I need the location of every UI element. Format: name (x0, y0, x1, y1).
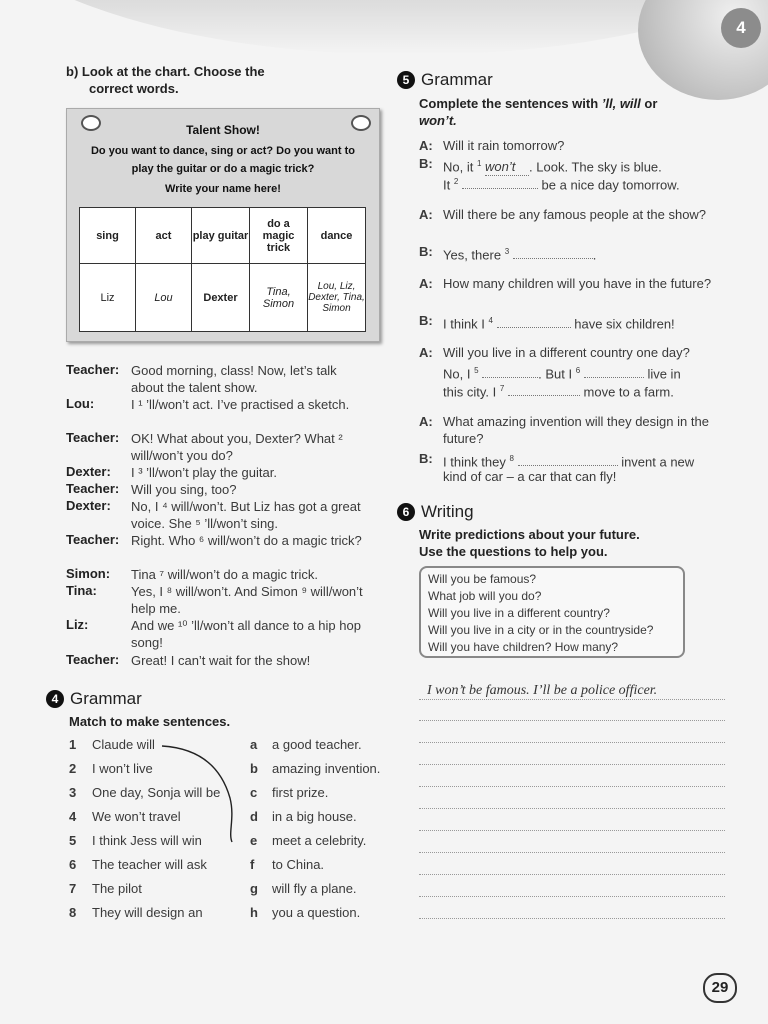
b7-pre: this city. I (443, 384, 500, 400)
dialogue-speaker: Teacher: (66, 481, 120, 496)
header-play-guitar: play guitar (192, 208, 250, 264)
match-letter: e (250, 833, 258, 848)
q3-a-text: Will there be any famous people at the show? (443, 207, 707, 222)
section-b-line2: correct words. (89, 81, 179, 96)
dialogue-line: OK! What about you, Dexter? What ² will/won’t you do? (131, 431, 343, 463)
section-b-instruction (66, 63, 265, 80)
match-right-text: in a big house. (272, 809, 357, 824)
question-item: Will you be famous? (428, 572, 537, 586)
chart-line1: Do you want to dance, sing or act? Do you want to (90, 145, 355, 157)
name-magic: Tina, Simon (250, 264, 308, 332)
label-a: A: (419, 138, 433, 153)
answer-5[interactable] (482, 377, 538, 378)
b8-pre: I think they (443, 454, 510, 470)
match-right-text: a good teacher. (272, 737, 362, 752)
match-number: 7 (69, 881, 77, 896)
dialogue-speaker: Teacher: (66, 532, 120, 547)
q6-b-line2: kind of car – a car that can fly! (443, 469, 617, 484)
match-right-text: you a question. (272, 905, 361, 920)
answer-6[interactable] (584, 377, 644, 378)
section5-instruction (419, 95, 657, 112)
dialogue-speaker: Teacher: (66, 430, 120, 445)
match-number: 5 (69, 833, 77, 848)
talent-show-chart (66, 108, 380, 342)
answer-3[interactable] (513, 258, 593, 259)
q1-a-text: Will it rain tomorrow? (443, 138, 565, 153)
q4-b (419, 312, 433, 329)
q5-a-text: Will you live in a different country one day? (443, 345, 690, 360)
b8-sup: 8 (509, 454, 514, 463)
question-item: Will you live in a city or in the countryside? (428, 623, 654, 637)
writing-line[interactable] (419, 720, 725, 721)
label-b: B: (419, 156, 433, 171)
label-a: A: (419, 207, 433, 222)
q3-b (419, 243, 433, 260)
q3-a (419, 206, 433, 223)
section4-heading (46, 689, 142, 709)
b2-pre: It (443, 177, 454, 193)
b3-sup: 3 (504, 247, 510, 256)
q6-a-text: What amazing invention will they design in the future? (443, 414, 709, 446)
instr-part-d: won’t. (419, 113, 457, 128)
b4-sup: 4 (488, 316, 493, 325)
b7-post: move to a farm. (583, 384, 674, 400)
instr-part-b: ’ll, will (601, 96, 641, 111)
b7-sup: 7 (499, 384, 505, 393)
instr-part-a: Complete the sentences with (419, 96, 602, 111)
match-left-text: I won’t live (92, 761, 153, 776)
writing-line[interactable] (419, 830, 725, 831)
chart-line2: play the guitar or do a magic trick? (131, 163, 315, 175)
match-right-text: meet a celebrity. (272, 833, 367, 848)
q3-b-text: Yes, there $^3$ . (443, 247, 597, 263)
writing-line[interactable] (419, 742, 725, 743)
q6-a (419, 413, 433, 430)
answer-1[interactable]: won’t (485, 158, 529, 176)
b5-pre: No, I (443, 366, 475, 382)
b1-post: . Look. The sky is blue. (529, 159, 662, 175)
answer-2[interactable] (462, 188, 538, 189)
section4-number: 4 (46, 690, 64, 708)
writing-line[interactable] (419, 786, 725, 787)
section5-title: Grammar (421, 70, 493, 89)
name-dance: Lou, Liz, Dexter, Tina, Simon (308, 264, 366, 332)
match-left-text: The teacher will ask (92, 857, 207, 872)
dialogue-line: I ¹ ’ll/won’t act. I’ve practised a sketch. (131, 397, 350, 412)
dialogue-line: No, I ⁴ will/won’t. But Liz has got a great voice. She ⁵ ’ll/won’t sing. (131, 499, 361, 531)
questions-box (419, 566, 685, 658)
b2-post: be a nice day tomorrow. (541, 177, 680, 193)
section5-heading (397, 70, 493, 90)
b8-post: invent a new (621, 454, 695, 470)
dialogue-speaker: Lou: (66, 396, 95, 411)
header-sing: sing (80, 208, 136, 264)
page-number: 29 (703, 973, 737, 1003)
q1-a (419, 137, 433, 154)
b4-pre: I think I (443, 316, 489, 332)
writing-line[interactable] (419, 874, 725, 875)
dialogue-line: Right. Who ⁶ will/won’t do a magic trick? (131, 533, 362, 548)
b1-sup: 1 (476, 159, 482, 168)
dialogue-line: Will you sing, too? (131, 482, 237, 497)
q1-b (419, 155, 433, 172)
b4-post: have six children! (574, 316, 675, 332)
header-dance: dance (308, 208, 366, 264)
b6-post: live in (647, 366, 681, 382)
b3-pre: Yes, there (443, 247, 505, 263)
q4-a-text: How many children will you have in the future? (443, 276, 712, 291)
label-b: B: (419, 244, 433, 259)
q4-a (419, 275, 433, 292)
dialogue-speaker: Teacher: (66, 362, 120, 377)
name-sing: Liz (80, 264, 136, 332)
section6-heading (397, 502, 474, 522)
answer-8[interactable] (518, 465, 618, 466)
match-left-text: We won’t travel (92, 809, 181, 824)
match-number: 3 (69, 785, 77, 800)
match-right-text: will fly a plane. (272, 881, 357, 896)
q6-b (419, 450, 433, 467)
writing-line[interactable] (419, 764, 725, 765)
writing-line[interactable] (419, 852, 725, 853)
dialogue-line: I ³ ’ll/won’t play the guitar. (131, 465, 277, 480)
match-letter: c (250, 785, 258, 800)
b6-sup: 6 (575, 366, 581, 375)
b5-sup: 5 (474, 366, 479, 375)
dialogue-line: Yes, I ⁸ will/won’t. And Simon ⁹ will/won’t help me. (131, 584, 363, 616)
talent-table (79, 207, 366, 332)
label-b: B: (419, 451, 433, 466)
writing-example: I won’t be famous. I’ll be a police officer. (427, 683, 658, 698)
section-b-label: b) (66, 64, 79, 79)
label-a: A: (419, 276, 433, 291)
match-number: 1 (69, 737, 77, 752)
match-right-text: to China. (272, 857, 325, 872)
q4-b-text (443, 312, 675, 332)
b2-sup: 2 (453, 177, 459, 186)
b1-pre: No, it (443, 159, 477, 175)
match-letter: g (250, 881, 258, 896)
dialogue-line: Good morning, class! Now, let’s talk about the talent show. (131, 363, 337, 395)
answer-4[interactable] (497, 327, 571, 328)
label-b: B: (419, 313, 433, 328)
dialogue-line: And we ¹⁰ ’ll/won’t all dance to a hip hop song! (131, 618, 361, 650)
unit-badge: 4 (721, 8, 761, 48)
dialogue-line: Tina ⁷ will/won’t do a magic trick. (131, 567, 319, 582)
match-right-text: amazing invention. (272, 761, 381, 776)
match-left-text: The pilot (92, 881, 142, 896)
question-item: Will you have children? How many? (428, 640, 619, 654)
name-act: Lou (136, 264, 192, 332)
section6-title: Writing (421, 502, 474, 521)
q5-line3 (443, 380, 674, 400)
match-letter: a (250, 737, 258, 752)
b5-mid: . But I (538, 366, 576, 382)
label-a: A: (419, 345, 433, 360)
dialogue-line: Great! I can’t wait for the show! (131, 653, 311, 668)
match-letter: f (250, 857, 255, 872)
writing-line[interactable] (419, 808, 725, 809)
match-right-text: first prize. (272, 785, 329, 800)
dialogue-speaker: Teacher: (66, 652, 120, 667)
question-item: What job will you do? (428, 589, 542, 603)
dialogue-speaker: Dexter: (66, 464, 111, 479)
chart-line3: Write your name here! (165, 183, 281, 195)
section6-instruction2: Use the questions to help you. (419, 544, 608, 559)
dialogue-speaker: Tina: (66, 583, 97, 598)
match-left-text: Claude will (92, 737, 155, 752)
writing-line[interactable] (419, 896, 725, 897)
name-guitar: Dexter (192, 264, 250, 332)
match-letter: b (250, 761, 258, 776)
section4-title: Grammar (70, 689, 142, 708)
question-item: Will you live in a different country? (428, 606, 610, 620)
header-magic-trick: do a magic trick (250, 208, 308, 264)
section6-instruction1: Write predictions about your future. (419, 527, 640, 542)
answer-7[interactable] (508, 395, 580, 396)
match-left-text: One day, Sonja will be (92, 785, 221, 800)
section5-instruction-2 (419, 112, 457, 129)
instr-part-c: or (640, 96, 658, 111)
header-act: act (136, 208, 192, 264)
dialogue-speaker: Liz: (66, 617, 89, 632)
match-left-text: I think Jess will win (92, 833, 202, 848)
match-letter: d (250, 809, 258, 824)
section4-instruction: Match to make sentences. (69, 714, 231, 729)
dialogue-speaker: Dexter: (66, 498, 111, 513)
match-number: 6 (69, 857, 77, 872)
q2-line (443, 173, 680, 193)
match-number: 8 (69, 905, 77, 920)
section-b-line1: Look at the chart. Choose the (81, 64, 265, 79)
match-letter: h (250, 905, 258, 920)
chart-title: Talent Show! (186, 123, 260, 137)
match-number: 4 (69, 809, 77, 824)
label-a: A: (419, 414, 433, 429)
match-left-text: They will design an (92, 905, 203, 920)
section6-number: 6 (397, 503, 415, 521)
match-answer-line (150, 738, 240, 848)
match-number: 2 (69, 761, 77, 776)
writing-line[interactable] (419, 918, 725, 919)
writing-line[interactable] (419, 699, 725, 700)
q5-a (419, 344, 433, 361)
section5-number: 5 (397, 71, 415, 89)
dialogue-speaker: Simon: (66, 566, 111, 581)
